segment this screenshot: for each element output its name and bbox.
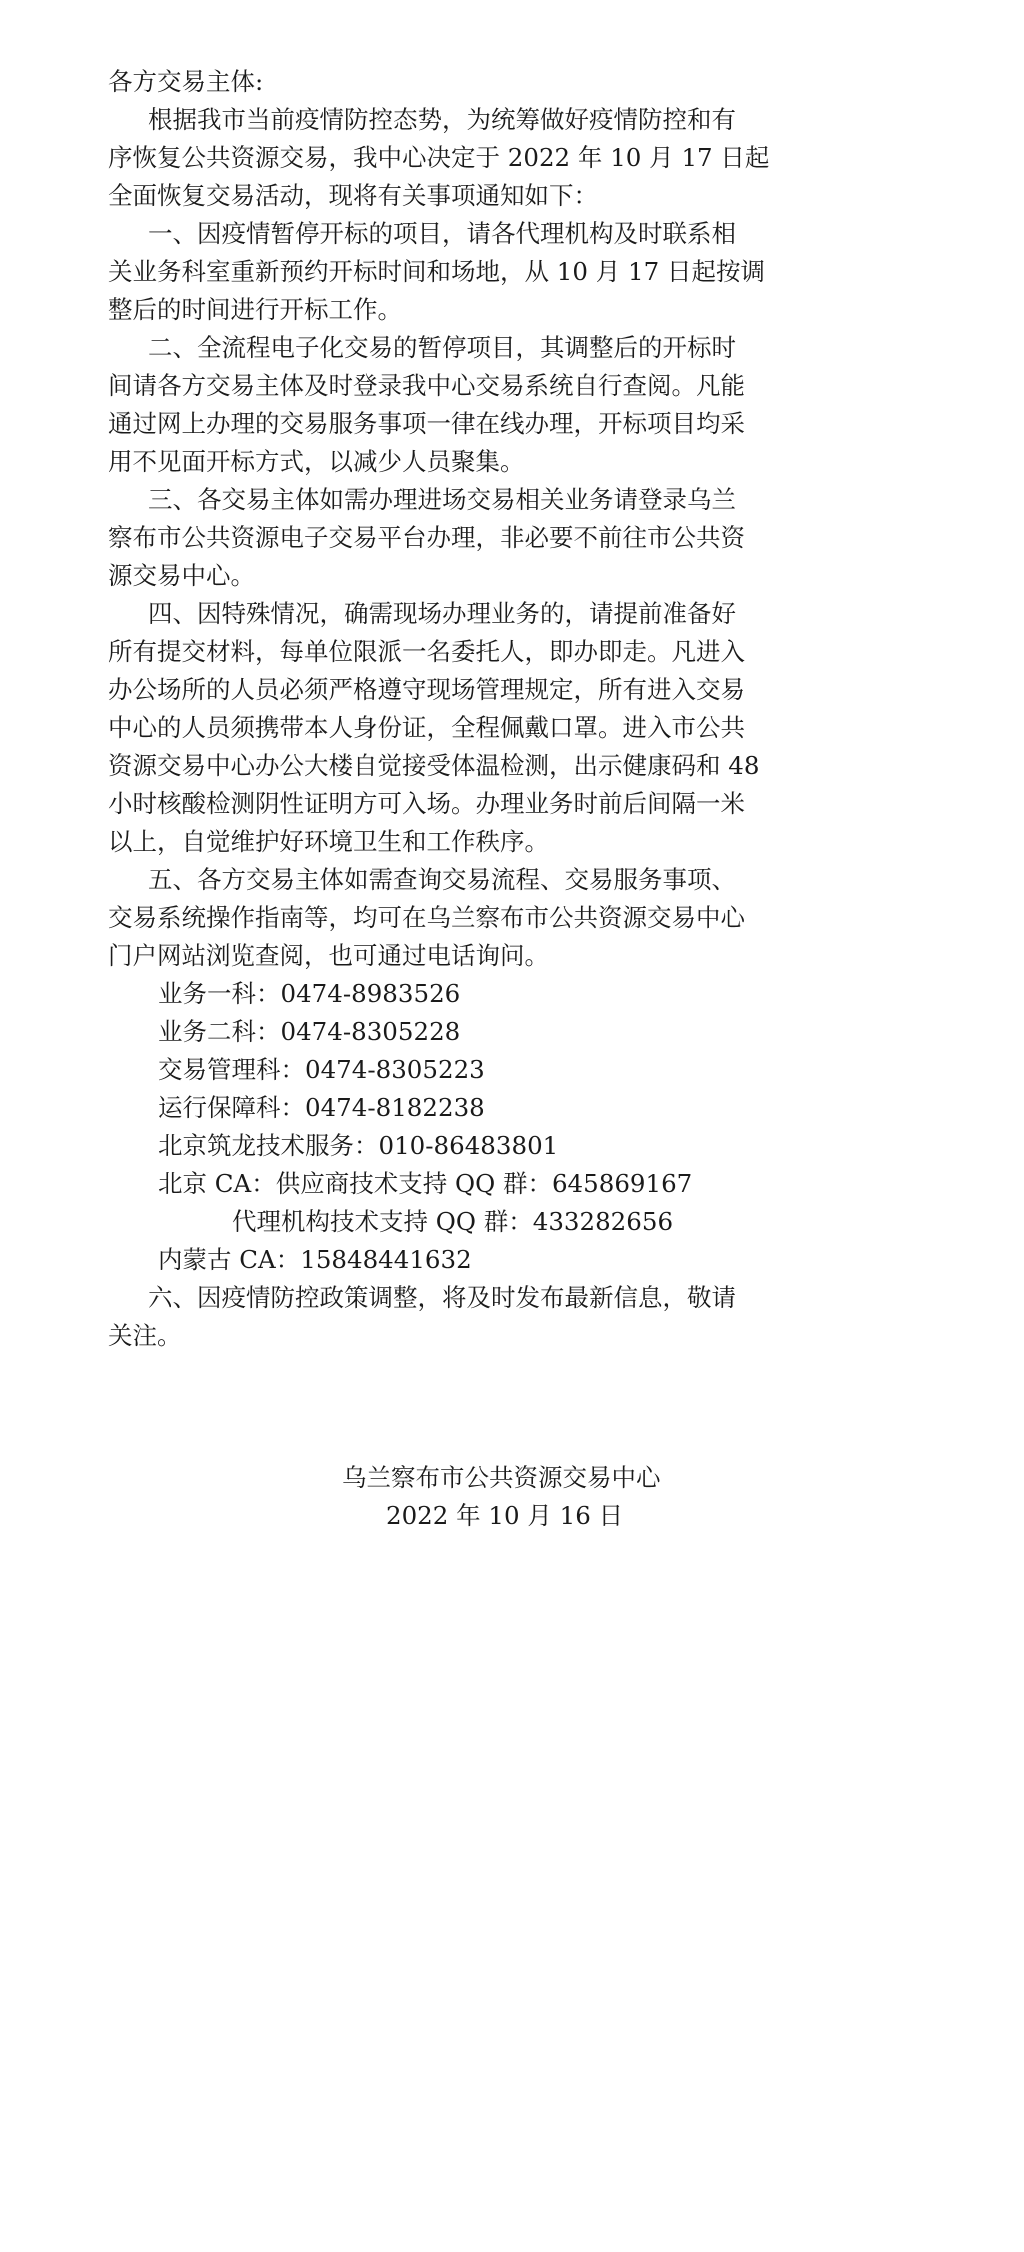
contact-line: 业务二科：0474-8305228: [158, 1017, 461, 1046]
paragraph-line: 资源交易中心办公大楼自觉接受体温检测，出示健康码和 48: [108, 751, 760, 780]
date: 2022 年 10 月 16 日: [386, 1501, 624, 1530]
paragraph-line: 所有提交材料，每单位限派一名委托人，即办即走。凡进入: [108, 637, 745, 666]
contact-line: 运行保障科：0474-8182238: [158, 1093, 485, 1122]
paragraph-line: 四、因特殊情况，确需现场办理业务的，请提前准备好: [148, 599, 736, 628]
paragraph-line: 根据我市当前疫情防控态势，为统筹做好疫情防控和有: [148, 105, 736, 134]
paragraph-line: 中心的人员须携带本人身份证，全程佩戴口罩。进入市公共: [108, 713, 745, 742]
paragraph-line: 全面恢复交易活动，现将有关事项通知如下：: [108, 181, 598, 210]
paragraph-line: 办公场所的人员必须严格遵守现场管理规定，所有进入交易: [108, 675, 745, 704]
paragraph-line: 用不见面开标方式，以减少人员聚集。: [108, 447, 525, 476]
signature: 乌兰察布市公共资源交易中心: [342, 1463, 661, 1492]
paragraph-line: 间请各方交易主体及时登录我中心交易系统自行查阅。凡能: [108, 371, 745, 400]
paragraph-line: 关业务科室重新预约开标时间和场地，从 10 月 17 日起按调: [108, 257, 765, 286]
paragraph-line: 察布市公共资源电子交易平台办理，非必要不前往市公共资: [108, 523, 745, 552]
paragraph-line: 交易系统操作指南等，均可在乌兰察布市公共资源交易中心: [108, 903, 745, 932]
contact-line: 交易管理科：0474-8305223: [158, 1055, 485, 1084]
paragraph-line: 三、各交易主体如需办理进场交易相关业务请登录乌兰: [148, 485, 736, 514]
paragraph-line: 源交易中心。: [108, 561, 255, 590]
paragraph-line: 通过网上办理的交易服务事项一律在线办理，开标项目均采: [108, 409, 745, 438]
paragraph-line: 小时核酸检测阴性证明方可入场。办理业务时前后间隔一米: [108, 789, 745, 818]
paragraph-line: 序恢复公共资源交易，我中心决定于 2022 年 10 月 17 日起: [108, 143, 770, 172]
paragraph-line: 五、各方交易主体如需查询交易流程、交易服务事项、: [148, 865, 736, 894]
paragraph-line: 二、全流程电子化交易的暂停项目，其调整后的开标时: [148, 333, 736, 362]
contact-line: 北京 CA：供应商技术支持 QQ 群：645869167: [158, 1169, 693, 1198]
contact-line: 业务一科：0474-8983526: [158, 979, 461, 1008]
closing-line: 关注。: [108, 1321, 182, 1350]
paragraph-line: 门户网站浏览查阅，也可通过电话询问。: [108, 941, 549, 970]
contact-line: 内蒙古 CA：15848441632: [158, 1245, 472, 1274]
contact-line: 代理机构技术支持 QQ 群：433282656: [232, 1207, 674, 1236]
paragraph-line: 以上，自觉维护好环境卫生和工作秩序。: [108, 827, 549, 856]
paragraph-line: 一、因疫情暂停开标的项目，请各代理机构及时联系相: [148, 219, 736, 248]
closing-line: 六、因疫情防控政策调整，将及时发布最新信息，敬请: [148, 1283, 736, 1312]
salutation: 各方交易主体:: [108, 67, 264, 96]
paragraph-line: 整后的时间进行开标工作。: [108, 295, 402, 324]
contact-line: 北京筑龙技术服务：010-86483801: [158, 1131, 559, 1160]
